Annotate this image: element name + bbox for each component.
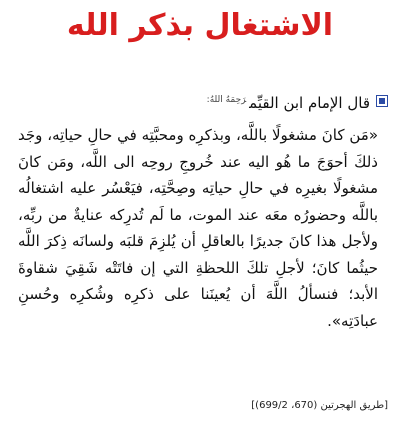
honorific-text: رَحِمَهُ اللهُ: [206,94,247,105]
square-bullet-icon [376,95,388,107]
quote-attribution [207,89,370,114]
quote-header [12,90,388,112]
source-citation: [طريق الهجرتين (670، 699/2)] [251,400,388,411]
page-title: الاشتغال بذكر الله [66,8,334,43]
quote-body: «مَن كانَ مشغولًا باللَّه، وبذكرِه ومحبَّتِه في حالِ حياتِه، وجَد ذلكَ أحوَجَ ما هُو اليه عند خُروجِ روحِه الى اللَّه، ومَن كانَ مشغولًا بغيرِه في حالِ حياتِه وصِحَّتِه، فيَعْسُر عليه اشتغالُه باللَّه وحضورُه معَه عند الموت، ما لَم تُدرِكه عنايةٌ من ربِّه، ولأجل هذا كانَ جديرًا بالعاقلِ أن يُلزِمَ قلبَه ولسانَه ذِكرَ اللَّه حيثُما كانَ؛ لأجلِ تلكَ اللحظةِ التي إن فاتَتْه شَقِيَ شقاوةَ الأبد؛ فنسألُ اللَّهَ أن يُعينَنا على ذكرِه وشُكرِه وحُسنِ عبادَتِه». [18,126,378,330]
attribution-text: قال الإمام ابن القيِّم [249,93,370,112]
